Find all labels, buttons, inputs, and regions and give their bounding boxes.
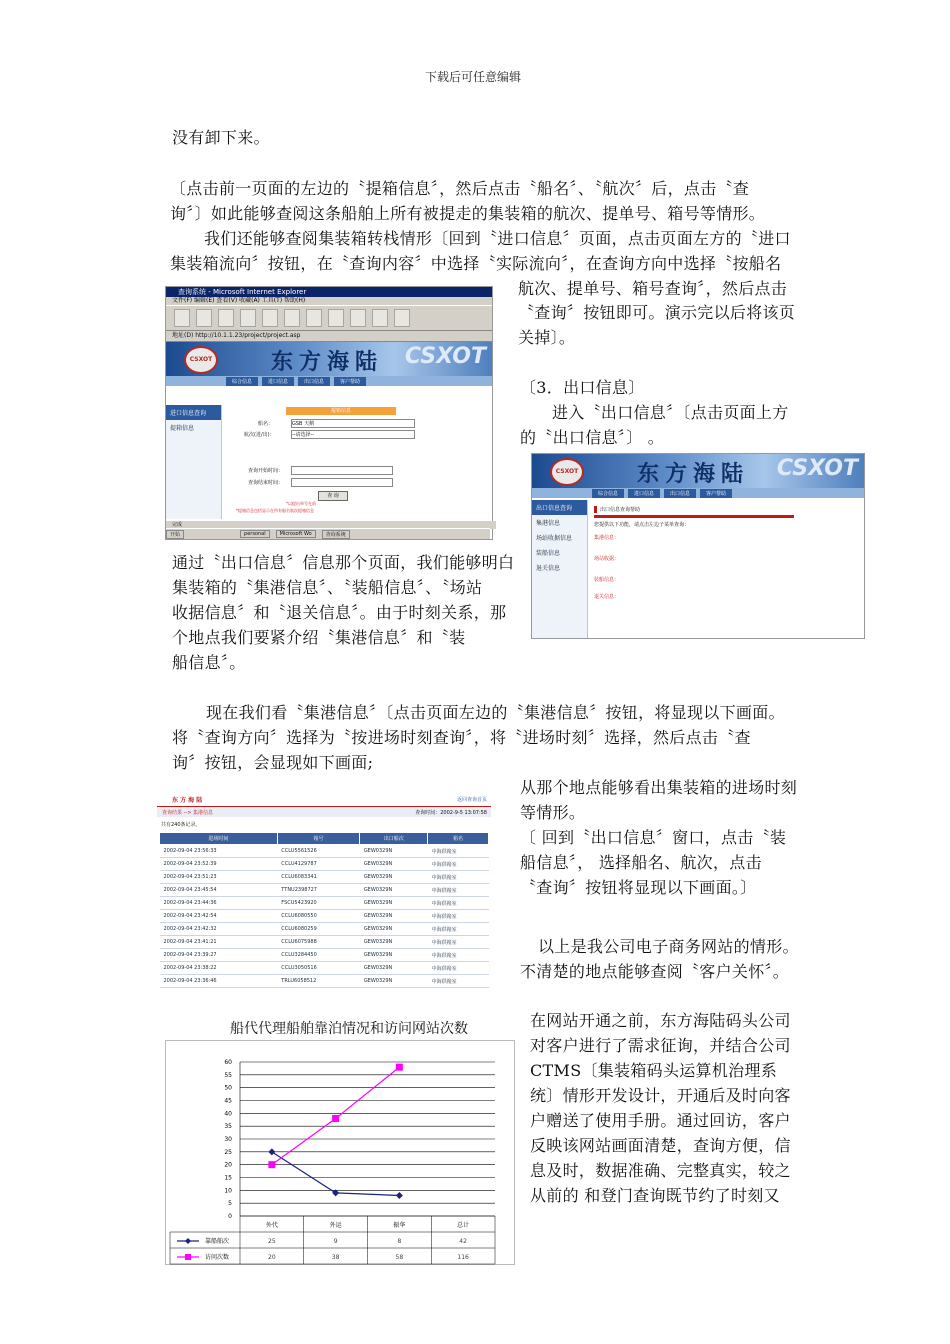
- table-row: [160, 897, 489, 910]
- data-table-value: 8: [397, 1238, 402, 1245]
- sidebar-item[interactable]: 提箱信息: [170, 425, 195, 432]
- sidebar: [166, 405, 222, 519]
- column-header: 箱名: [428, 833, 489, 845]
- y-tick-label: 55: [224, 1071, 232, 1079]
- field-label: 查询结束时间：: [248, 480, 284, 486]
- table-cell: CCLU5561526: [277, 845, 360, 858]
- y-tick-label: 5: [228, 1200, 232, 1208]
- field-label: 查询开始时间：: [248, 468, 284, 474]
- column-header: 出口船次: [360, 833, 428, 845]
- table-cell: 中海供箱室: [428, 910, 489, 923]
- table-row: [160, 936, 489, 949]
- y-tick-label: 15: [224, 1174, 232, 1182]
- paragraph-line: 集装箱流向〞按钮，在〝查询内容〞中选择〝实际流向〞，在查询方向中选择〝按船名: [170, 254, 782, 273]
- paragraph-line: 〔 回到〝出口信息〞窗口，点击〝装: [520, 828, 787, 847]
- series-line: [272, 1152, 400, 1196]
- sidebar-item[interactable]: 装船信息: [536, 550, 561, 557]
- page-header: 下载后可任意编辑: [425, 70, 522, 84]
- table-cell: 2002-09-04 23:36:46: [160, 975, 278, 988]
- table-cell: 2002-09-04 23:42:32: [160, 923, 278, 936]
- data-point: [396, 1064, 403, 1071]
- sidebar-item[interactable]: 退关信息: [536, 565, 561, 572]
- legend-marker: [185, 1238, 191, 1244]
- table-row: [160, 858, 489, 871]
- table-cell: CCLU4129787: [277, 858, 360, 871]
- data-table-value: 42: [459, 1238, 467, 1245]
- paragraph-line: CTMS〔集装箱码头运算机治理系: [530, 1061, 778, 1080]
- paragraph-line: 将〝查询方向〞选择为〝按进场时刻查询〞，将〝进场时刻〞选择，然后点击〝查: [172, 728, 751, 747]
- paragraph-line: 航次、提单号、箱号查询〞，然后点击: [518, 279, 788, 298]
- field-label: 船名：: [258, 421, 274, 427]
- paragraph-line: 船信息〞。: [172, 653, 246, 672]
- table-cell: CCLU3284450: [277, 949, 360, 962]
- table-row: [160, 962, 489, 975]
- y-tick-label: 50: [224, 1084, 232, 1092]
- screenshot-export-info: [531, 453, 865, 639]
- table-cell: 2002-09-04 23:45:54: [160, 884, 278, 897]
- back-link[interactable]: 返回查询首页: [456, 797, 487, 803]
- nav-item[interactable]: 综合信息: [226, 377, 258, 386]
- help-heading: 出口信息查询帮助: [594, 506, 794, 513]
- help-item: 退关信息：: [594, 594, 620, 600]
- sidebar: [532, 500, 588, 638]
- table-cell: GEW0329N: [360, 884, 428, 897]
- table-cell: GEW0329N: [360, 936, 428, 949]
- nav-item[interactable]: 出口信息: [664, 489, 696, 498]
- chart-frame: [166, 1041, 515, 1265]
- help-item: 场站收据：: [594, 556, 620, 562]
- table-cell: 中海供箱室: [428, 845, 489, 858]
- data-table-value: 20: [268, 1254, 276, 1261]
- nav-item[interactable]: 综合信息: [592, 489, 624, 498]
- paragraph-line: 〝查询〞按钮将显现以下画面。〕: [520, 878, 757, 897]
- banner-en: CSXOT: [776, 456, 858, 481]
- nav-item[interactable]: 出口信息: [298, 377, 330, 386]
- paragraph-line: 我们还能够查阅集装箱转栈情形〔回到〝进口信息〞页面，点击页面左方的〝进口: [204, 229, 791, 248]
- paragraph-line: 〝查询〞按钮即可。演示完以后将该页: [518, 303, 796, 322]
- paragraph-line: 以上是我公司电子商务网站的情形。: [538, 937, 799, 956]
- data-point: [268, 1148, 275, 1155]
- query-time: 查询时间：2002-9-5 13:07:58: [415, 810, 487, 816]
- table-cell: TTNU2398727: [277, 884, 360, 897]
- table-cell: 中海供箱室: [428, 975, 489, 988]
- sidebar-title: 进口信息查询: [166, 405, 221, 420]
- paragraph-line: 不清楚的地点能够查阅〝客户关怀〞。: [520, 962, 790, 981]
- window-title: 查询系统 - Microsoft Internet Explorer: [166, 287, 492, 297]
- help-intro: 您提供以下功能，请点击左边子菜单查询：: [594, 522, 690, 528]
- nav-item[interactable]: 客户帮助: [334, 377, 366, 386]
- table-cell: FSCU5423920: [277, 897, 360, 910]
- menu-bar: 文件(F) 编辑(E) 查看(V) 收藏(A) 工具(T) 帮助(H): [166, 297, 492, 305]
- y-tick-label: 45: [224, 1097, 232, 1105]
- paragraph-line: 〔点击前一页面的左边的〝提箱信息〞，然后点击〝船名〞、〝航次〞后，点击〝查: [170, 179, 750, 198]
- line-chart: [165, 1040, 515, 1265]
- table-cell: 2002-09-04 23:56:33: [160, 845, 278, 858]
- paragraph-line: 息及时，数据准确、完整真实，较之: [530, 1161, 791, 1180]
- paragraph-line: 收据信息〞和〝退关信息〞。由于时刻关系，那: [172, 603, 507, 622]
- table-row: [160, 949, 489, 962]
- section-heading: 〔3．出口信息〕: [520, 378, 645, 397]
- table-row: [160, 884, 489, 897]
- result-table: [159, 832, 489, 988]
- table-cell: 2002-09-04 23:51:23: [160, 871, 278, 884]
- nav-item[interactable]: 进口信息: [262, 377, 294, 386]
- table-row: [160, 910, 489, 923]
- table-row: [160, 923, 489, 936]
- table-cell: CCLU6080550: [277, 910, 360, 923]
- legend-marker: [185, 1254, 191, 1260]
- paragraph-line: 询〞〕如此能够查阅这条船舶上所有被提走的集装箱的航次、提单号、箱号等情形。: [170, 204, 766, 223]
- site-banner: [532, 454, 864, 488]
- x-tick-label: 总计: [457, 1222, 470, 1229]
- table-cell: TRLU6058512: [277, 975, 360, 988]
- table-cell: CCLU6083341: [277, 871, 360, 884]
- taskbar: [166, 528, 490, 539]
- table-cell: 2002-09-04 23:44:36: [160, 897, 278, 910]
- paragraph-line: 个地点我们要紧介绍〝集港信息〞和〝装: [172, 628, 466, 647]
- data-table-value: 116: [457, 1254, 469, 1261]
- table-cell: 2002-09-04 23:41:21: [160, 936, 278, 949]
- table-row: [160, 871, 489, 884]
- brand: 东 方 海 陆: [172, 797, 203, 804]
- nav-bar: [532, 488, 864, 498]
- query-button[interactable]: 查 询: [318, 491, 348, 501]
- y-tick-label: 25: [224, 1148, 232, 1156]
- banner-title: 东方海陆: [271, 350, 384, 375]
- table-row: [160, 845, 489, 858]
- table-cell: GEW0329N: [360, 962, 428, 975]
- toolbar: [166, 305, 492, 331]
- y-tick-label: 60: [224, 1059, 232, 1066]
- legend-label: 访问次数: [205, 1254, 230, 1261]
- y-tick-label: 40: [224, 1110, 232, 1118]
- banner-title: 东方海陆: [637, 462, 750, 487]
- paragraph-line: 关掉〕。: [518, 328, 576, 347]
- paragraph-line: 进入〝出口信息〞〔点击页面上方: [552, 403, 789, 422]
- divider: [594, 515, 794, 518]
- paragraph-line: 现在我们看〝集港信息〞〔点击页面左边的〝集港信息〞按钮，将显现以下画面。: [206, 703, 785, 722]
- task-item[interactable]: 查询系统: [322, 530, 350, 539]
- table-cell: 2002-09-04 23:52:39: [160, 858, 278, 871]
- table-cell: 中海供箱室: [428, 949, 489, 962]
- start-button[interactable]: 开始: [166, 530, 184, 539]
- help-item: 装船信息：: [594, 577, 620, 583]
- note: *提箱信息包括显示在所有船名航次提箱信息: [236, 508, 314, 513]
- help-item: 集港信息：: [594, 535, 620, 541]
- table-cell: 中海供箱室: [428, 923, 489, 936]
- breadcrumb: 查询结果 --> 集港信息: [162, 810, 213, 816]
- data-table-value: 25: [268, 1238, 276, 1245]
- y-tick-label: 35: [224, 1123, 232, 1131]
- y-tick-label: 30: [224, 1136, 232, 1143]
- task-item[interactable]: Microsoft Wo: [276, 530, 316, 538]
- paragraph-line: 统〕情形开发设计，开通后及时向客: [530, 1086, 791, 1105]
- record-count: 共有240条记录。: [161, 822, 201, 828]
- table-cell: 中海供箱室: [428, 897, 489, 910]
- logo: CSXOT: [184, 346, 218, 374]
- table-cell: GEW0329N: [360, 845, 428, 858]
- sidebar-item[interactable]: 集港信息: [536, 520, 561, 527]
- start-time-input[interactable]: [291, 466, 393, 475]
- paragraph-line: 在网站开通之前，东方海陆码头公司: [530, 1011, 791, 1030]
- table-cell: GEW0329N: [360, 910, 428, 923]
- table-cell: 中海供箱室: [428, 962, 489, 975]
- end-time-input[interactable]: [291, 478, 393, 487]
- paragraph-line: 户赠送了使用手册。通过回访，客户: [530, 1111, 791, 1130]
- paragraph-line: 的〝出口信息〞〕 。: [520, 428, 665, 447]
- data-table-value: 9: [333, 1238, 338, 1245]
- table-cell: CCLU3050516: [277, 962, 360, 975]
- screenshot-import-query: [165, 286, 493, 540]
- table-cell: GEW0329N: [360, 975, 428, 988]
- column-header: 箱号: [277, 833, 360, 845]
- table-cell: GEW0329N: [360, 897, 428, 910]
- data-point: [332, 1115, 339, 1122]
- banner-en: CSXOT: [404, 344, 486, 369]
- paragraph-line: 反映该网站画面清楚，查询方便，信: [530, 1136, 791, 1155]
- table-cell: 2002-09-04 23:38:22: [160, 962, 278, 975]
- table-cell: 中海供箱室: [428, 884, 489, 897]
- paragraph-line: 等情形。: [520, 803, 586, 822]
- x-tick-label: 外运: [329, 1222, 342, 1229]
- table-cell: 中海供箱室: [428, 858, 489, 871]
- field-label: 航次(进/出)：: [244, 432, 275, 438]
- paragraph-line: 询〞按钮，会显现如下画面;: [172, 753, 374, 772]
- data-point: [396, 1192, 403, 1199]
- table-cell: GEW0329N: [360, 949, 428, 962]
- paragraph-line: 集装箱的〝集港信息〞、〝装船信息〞、〝场站: [172, 578, 483, 597]
- table-cell: GEW0329N: [360, 871, 428, 884]
- data-table-value: 58: [395, 1254, 404, 1261]
- column-header: 进场时间: [160, 833, 278, 845]
- screenshot-result-table: [157, 794, 491, 985]
- y-tick-label: 0: [228, 1213, 232, 1220]
- paragraph-line: 没有卸下来。: [172, 128, 270, 147]
- address-bar: 地址(D) http://10.1.1.23/project/project.asp: [166, 331, 492, 342]
- table-cell: 2002-09-04 23:39:27: [160, 949, 278, 962]
- paragraph-line: 从前的 和登门查询既节约了时刻又: [530, 1186, 780, 1205]
- paragraph-line: 从那个地点能够看出集装箱的进场时刻: [520, 778, 798, 797]
- nav-bar: [166, 376, 492, 386]
- sidebar-item[interactable]: 场站收据信息: [536, 535, 573, 542]
- table-cell: GEW0329N: [360, 858, 428, 871]
- ship-select[interactable]: GSB 天鹅: [291, 419, 415, 428]
- legend-label: 靠船舶次: [205, 1238, 230, 1245]
- logo: CSXOT: [550, 458, 584, 486]
- status-bar: 完成: [166, 521, 496, 529]
- nav-item[interactable]: 进口信息: [628, 489, 660, 498]
- table-cell: 中海供箱室: [428, 936, 489, 949]
- chart-title: 船代代理船舶靠泊情况和访问网站次数: [230, 1021, 468, 1037]
- paragraph-line: 通过〝出口信息〞信息那个页面，我们能够明白: [172, 553, 515, 572]
- paragraph-line: 对客户进行了需求征询，并结合公司: [530, 1036, 791, 1055]
- y-tick-label: 20: [224, 1161, 232, 1169]
- note: *以提出单号在前: [286, 501, 316, 506]
- table-cell: CCLU6075988: [277, 936, 360, 949]
- nav-item[interactable]: 客户帮助: [700, 489, 732, 498]
- data-point: [268, 1161, 275, 1168]
- form-title: 提箱信息: [286, 407, 396, 415]
- task-item[interactable]: personal: [240, 530, 270, 538]
- data-table-value: 38: [331, 1254, 340, 1261]
- site-banner: [166, 342, 492, 376]
- table-cell: CCLU6080259: [277, 923, 360, 936]
- y-tick-label: 10: [224, 1187, 232, 1195]
- voyage-select[interactable]: --请选择--: [291, 430, 415, 439]
- table-row: [160, 975, 489, 988]
- table-cell: 2002-09-04 23:42:54: [160, 910, 278, 923]
- paragraph-line: 船信息〞， 选择船名、航次，点击: [520, 853, 762, 872]
- table-cell: GEW0329N: [360, 923, 428, 936]
- table-cell: 中海供箱室: [428, 871, 489, 884]
- sidebar-title: 出口信息查询: [532, 500, 587, 515]
- x-tick-label: 外代: [265, 1222, 278, 1229]
- x-tick-label: 振华: [393, 1222, 406, 1229]
